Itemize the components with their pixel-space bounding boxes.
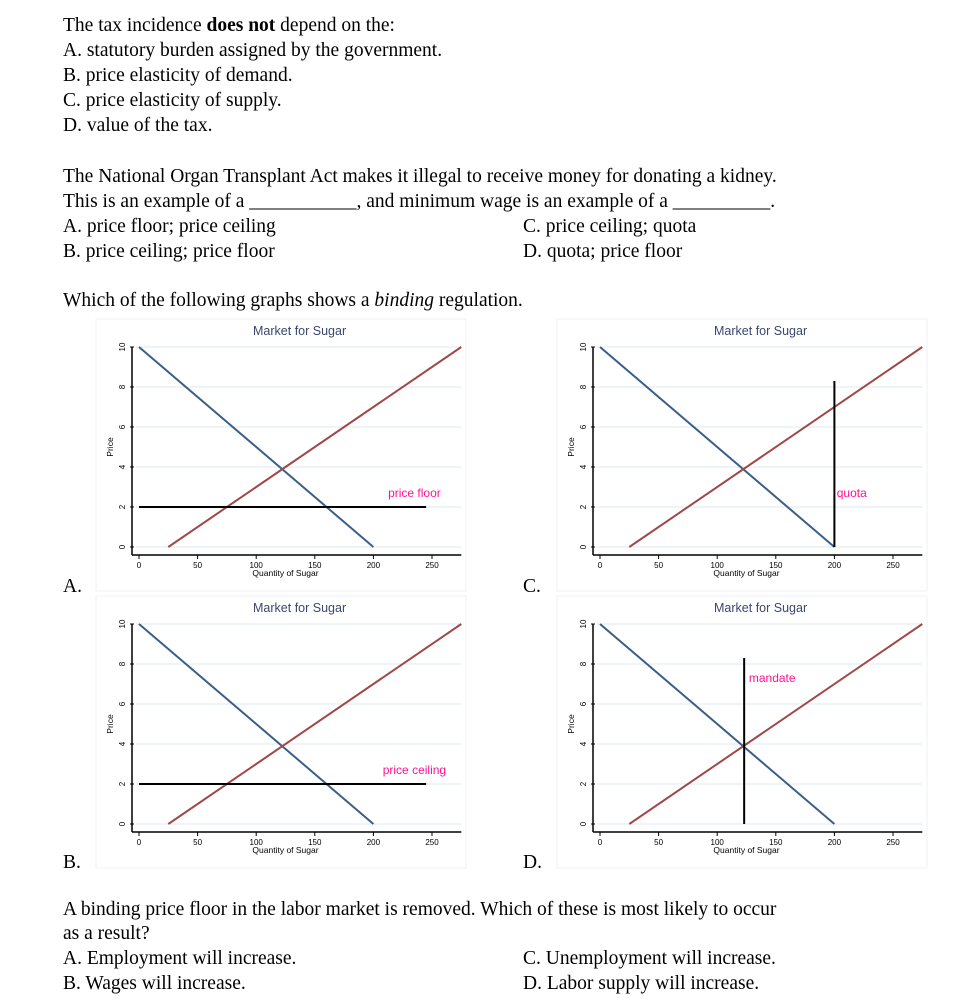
q4-option-d: D. Labor supply will increase. [523,973,760,994]
q3-stem [63,289,523,313]
chart-c-svg [556,318,928,592]
q1-stem-text-end: depend on the: [275,15,395,36]
y-tick-label: 10 [118,619,127,629]
x-tick-label: 200 [827,838,842,847]
x-tick-label: 250 [886,561,900,570]
chart-b-svg [95,595,467,869]
x-tick-label: 150 [308,838,322,847]
q1-stem-text: The tax incidence [63,15,207,36]
annotation-label: mandate [748,671,796,685]
y-tick-label: 0 [118,544,127,550]
y-tick-label: 8 [118,661,127,667]
chart-c [556,318,928,592]
y-tick-label: 2 [118,781,127,787]
annotation-label: price ceiling [382,763,447,777]
x-tick-label: 250 [425,561,439,570]
annotation-label: quota [836,486,867,500]
q2-option-b: B. price ceiling; price floor [63,241,275,262]
q2-stem-line2: This is an example of a ___________, and minimum wage is an example of a __________. [63,191,776,212]
graph-label-c: C. [523,576,541,597]
x-tick-label: 150 [308,561,322,570]
x-axis-label: Quantity of Sugar [713,568,780,578]
q2-option-a: A. price floor; price ceiling [63,216,276,237]
q1-option-c: C. price elasticity of supply. [63,90,282,111]
graph-label-b: B. [63,852,81,873]
x-tick-label: 150 [769,561,783,570]
q1-option-d: D. value of the tax. [63,115,213,136]
x-axis-label: Quantity of Sugar [713,845,780,855]
chart-a-svg [95,318,467,592]
q3-stem-italic: binding [374,290,434,311]
y-tick-label: 2 [118,504,127,510]
y-tick-label: 6 [118,701,127,707]
x-tick-label: 100 [249,561,263,570]
x-tick-label: 200 [366,561,381,570]
x-tick-label: 100 [249,838,263,847]
y-tick-label: 10 [579,342,588,352]
y-tick-label: 6 [579,424,588,430]
y-tick-label: 2 [579,504,588,510]
chart-frame [96,319,466,591]
x-tick-label: 200 [827,561,842,570]
q3-stem-text: Which of the following graphs shows a [63,290,375,311]
q4-option-c: C. Unemployment will increase. [523,948,776,969]
chart-a [95,318,467,592]
q1-stem-bold: does not [206,15,276,36]
q2-option-d: D. quota; price floor [523,241,683,262]
chart-title: Market for Sugar [253,601,347,615]
q4-option-a: A. Employment will increase. [63,948,297,969]
q1-stem [63,14,395,38]
chart-d [556,595,928,869]
chart-title: Market for Sugar [714,324,808,338]
x-axis-label: Quantity of Sugar [252,568,319,578]
x-tick-label: 150 [769,838,783,847]
q4-stem-line2: as a result? [63,923,150,944]
chart-title: Market for Sugar [714,601,808,615]
graph-label-d: D. [523,852,542,873]
annotation-label: price floor [388,486,441,500]
x-tick-label: 200 [366,838,381,847]
x-tick-label: 100 [710,838,724,847]
q2-option-c: C. price ceiling; quota [523,216,697,237]
x-tick-label: 50 [193,561,203,570]
y-tick-label: 10 [118,342,127,352]
y-axis-label: Price [105,714,115,734]
chart-b [95,595,467,869]
y-tick-label: 8 [118,384,127,390]
x-tick-label: 0 [597,838,603,847]
y-tick-label: 4 [579,741,588,747]
chart-title: Market for Sugar [253,324,347,338]
chart-frame [557,596,927,868]
y-tick-label: 6 [579,701,588,707]
x-tick-label: 50 [654,561,664,570]
q1-option-b: B. price elasticity of demand. [63,65,293,86]
x-tick-label: 250 [886,838,900,847]
y-tick-label: 0 [579,821,588,827]
q2-stem-line1: The National Organ Transplant Act makes it illegal to receive money for donating a kidney. [63,166,777,187]
y-tick-label: 8 [579,661,588,667]
chart-frame [96,596,466,868]
y-tick-label: 0 [118,821,127,827]
y-axis-label: Price [105,437,115,457]
chart-d-svg [556,595,928,869]
x-tick-label: 100 [710,561,724,570]
q3-stem-text-end: regulation. [434,290,523,311]
x-tick-label: 0 [597,561,603,570]
y-tick-label: 0 [579,544,588,550]
graph-label-a: A. [63,576,82,597]
x-tick-label: 250 [425,838,439,847]
x-tick-label: 0 [136,838,142,847]
q1-option-a: A. statutory burden assigned by the government. [63,40,443,61]
x-axis-label: Quantity of Sugar [252,845,319,855]
y-tick-label: 8 [579,384,588,390]
y-tick-label: 4 [118,464,127,470]
y-tick-label: 2 [579,781,588,787]
x-tick-label: 50 [654,838,664,847]
x-tick-label: 50 [193,838,203,847]
q4-stem-line1: A binding price floor in the labor market is removed. Which of these is most likely to occur [63,899,777,920]
y-axis-label: Price [566,714,576,734]
y-tick-label: 4 [118,741,127,747]
y-tick-label: 6 [118,424,127,430]
y-tick-label: 4 [579,464,588,470]
y-tick-label: 10 [579,619,588,629]
y-axis-label: Price [566,437,576,457]
x-tick-label: 0 [136,561,142,570]
q4-option-b: B. Wages will increase. [63,973,246,994]
chart-frame [557,319,927,591]
